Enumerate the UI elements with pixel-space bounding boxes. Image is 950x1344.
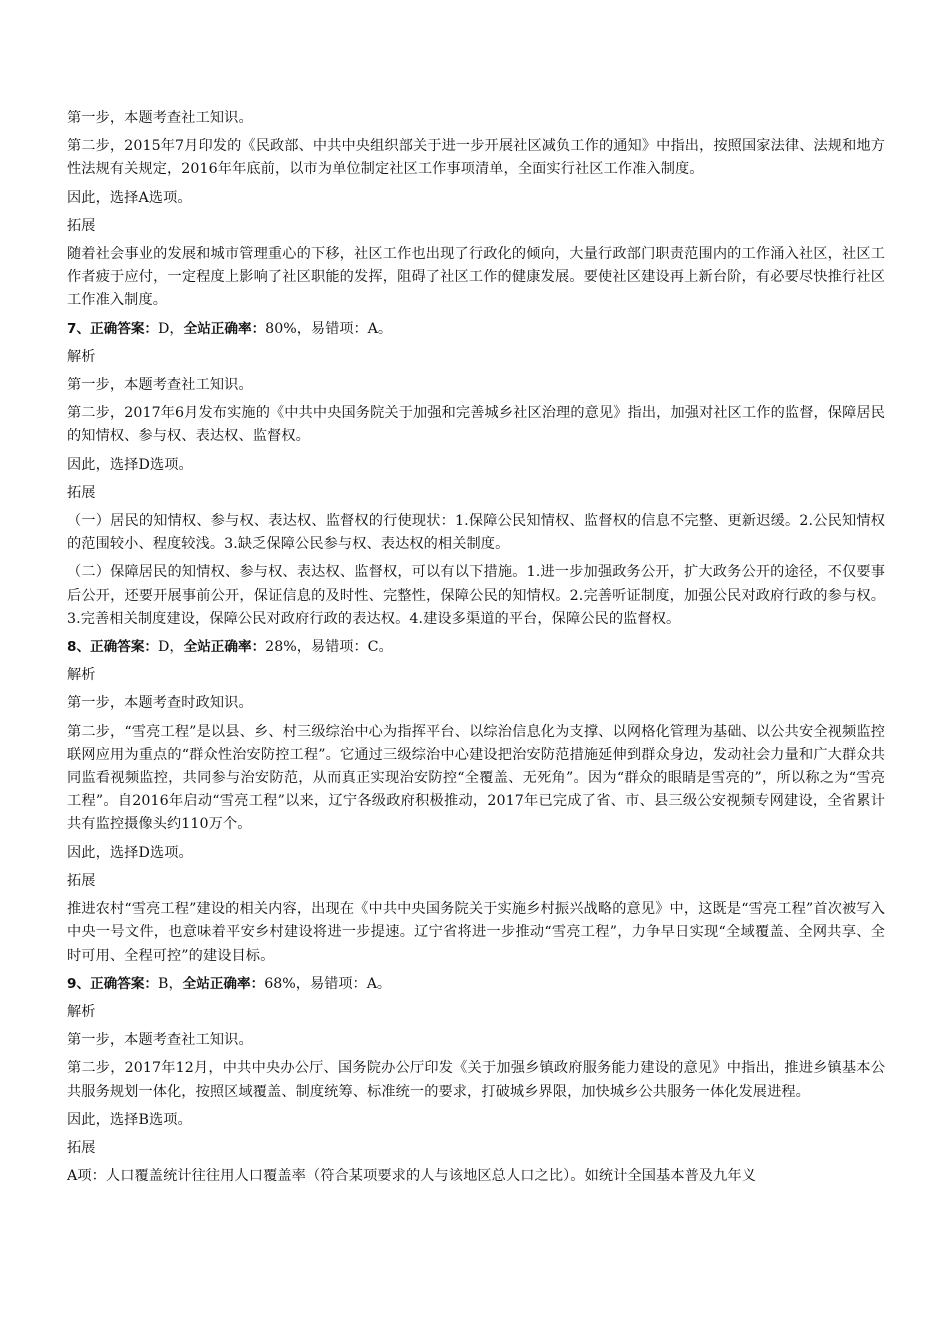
q9-extension-text: A项：人口覆盖统计往往用人口覆盖率（符合某项要求的人与该地区总人口之比）。如统计全国基本普及九年义 <box>67 1168 757 1185</box>
q8-rate: 28%，易错项：C。 <box>265 639 393 656</box>
q9-analysis-label: 解析 <box>67 1003 96 1020</box>
q8-analysis-label: 解析 <box>67 667 96 684</box>
q6-step1: 第一步，本题考查社工知识。 <box>67 110 253 126</box>
q7-conclusion: 因此，选择D选项。 <box>67 456 193 473</box>
q7-extension-label: 拓展 <box>67 484 96 501</box>
q8-step1: 第一步，本题考查时政知识。 <box>67 695 253 712</box>
q7-rate-label: 全站正确率： <box>183 320 266 337</box>
q9-answer-line <box>67 973 885 996</box>
q8-extension-text: 推进农村“雪亮工程”建设的相关内容，出现在《中共中央国务院关于实施乡村振兴战略的意见》中，这既是“雪亮工程”首次被写入中央一号文件，也意味着平安乡村建设将进一步提速。辽宁省将进一步推动“雪亮工程”，力争早日实现“全域覆盖、全网共享、全时可用、全程可控”的建设目标。 <box>67 901 885 964</box>
q8-step2: 第二步，“雪亮工程”是以县、乡、村三级综治中心为指挥平台、以综治信息化为支撑、以网格化管理为基础、以公共安全视频监控联网应用为重点的“群众性治安防控工程”。它通过三级综治中心建设把治安防范措施延伸到群众身边，发动社会力量和广大群众共同监看视频监控，共同参与治安防范，从而真正实现治安防控“全覆盖、无死角”。因为“群众的眼睛是雪亮的”，所以称之为“雪亮工程”。自2016年启动“雪亮工程”以来，辽宁各级政府积极推动，2017年已完成了省、市、县三级公安视频专网建设，全省累计共有监控摄像头约110万个。 <box>67 723 885 833</box>
q9-extension-label: 拓展 <box>67 1139 96 1156</box>
q7-extension-1: （一）居民的知情权、参与权、表达权、监督权的行使现状：1.保障公民知情权、监督权的信息不完整、更新迟缓。2.公民知情权的范围较小、程度较浅。3.缺乏保障公民参与权、表达权的相关制度。 <box>67 513 885 553</box>
q7-answer: D， <box>158 320 184 337</box>
q7-rate: 80%，易错项：A。 <box>265 320 393 337</box>
q7-analysis-label: 解析 <box>67 348 96 365</box>
q6-conclusion: 因此，选择A选项。 <box>67 189 192 206</box>
q6-step2: 第二步，2015年7月印发的《民政部、中共中央组织部关于进一步开展社区减负工作的通知》中指出，按照国家法律、法规和地方性法规有关规定，2016年年底前，以市为单位制定社区工作事项清单，全面实行社区工作准入制度。 <box>67 138 885 178</box>
q9-answer: B， <box>158 975 183 992</box>
q8-conclusion: 因此，选择D选项。 <box>67 844 193 861</box>
q7-answer-line <box>67 318 885 341</box>
q9-rate-label: 全站正确率： <box>182 975 265 992</box>
q7-extension-2: （二）保障居民的知情权、参与权、表达权、监督权，可以有以下措施。1.进一步加强政务公开，扩大政务公开的途径，不仅要事后公开，还要开展事前公开，保证信息的及时性、完整性，保障公民的知情权。2.完善听证制度，加强公民对政府行政的参与权。3.完善相关制度建设，保障公民对政府行政的表达权。4.建设多渠道的平台，保障公民的监督权。 <box>67 564 885 627</box>
q8-answer: D， <box>158 639 184 656</box>
q8-answer-label: 正确答案： <box>90 639 159 656</box>
q6-extension-label: 拓展 <box>67 217 96 234</box>
q9-step2: 第二步，2017年12月，中共中央办公厅、国务院办公厅印发《关于加强乡镇政府服务能力建设的意见》中指出，推进乡镇基本公共服务规划一体化，按照区域覆盖、制度统筹、标准统一的要求，打破城乡界限，加快城乡公共服务一体化发展进程。 <box>67 1060 885 1100</box>
q9-answer-label: 正确答案： <box>90 975 159 992</box>
q7-step1: 第一步，本题考查社工知识。 <box>67 377 253 394</box>
q9-rate: 68%，易错项：A。 <box>264 975 392 992</box>
q7-step2: 第二步，2017年6月发布实施的《中共中央国务院关于加强和完善城乡社区治理的意见》指出，加强对社区工作的监督，保障居民的知情权、参与权、表达权、监督权。 <box>67 405 885 445</box>
document-page <box>67 107 885 1193</box>
q9-step1: 第一步，本题考查社工知识。 <box>67 1032 253 1049</box>
q9-number: 9、 <box>67 975 91 992</box>
q8-answer-line <box>67 636 885 659</box>
q8-extension-label: 拓展 <box>67 872 96 889</box>
q8-rate-label: 全站正确率： <box>183 639 266 656</box>
q7-number: 7、 <box>67 320 91 337</box>
q8-number: 8、 <box>67 639 91 656</box>
q6-extension-text: 随着社会事业的发展和城市管理重心的下移，社区工作也出现了行政化的倾向，大量行政部门职责范围内的工作涌入社区，社区工作者疲于应付，一定程度上影响了社区职能的发挥，阻碍了社区工作的健康发展。要使社区建设再上新台阶，有必要尽快推行社区工作准入制度。 <box>67 246 885 309</box>
q9-conclusion: 因此，选择B选项。 <box>67 1111 192 1128</box>
q7-answer-label: 正确答案： <box>90 320 159 337</box>
